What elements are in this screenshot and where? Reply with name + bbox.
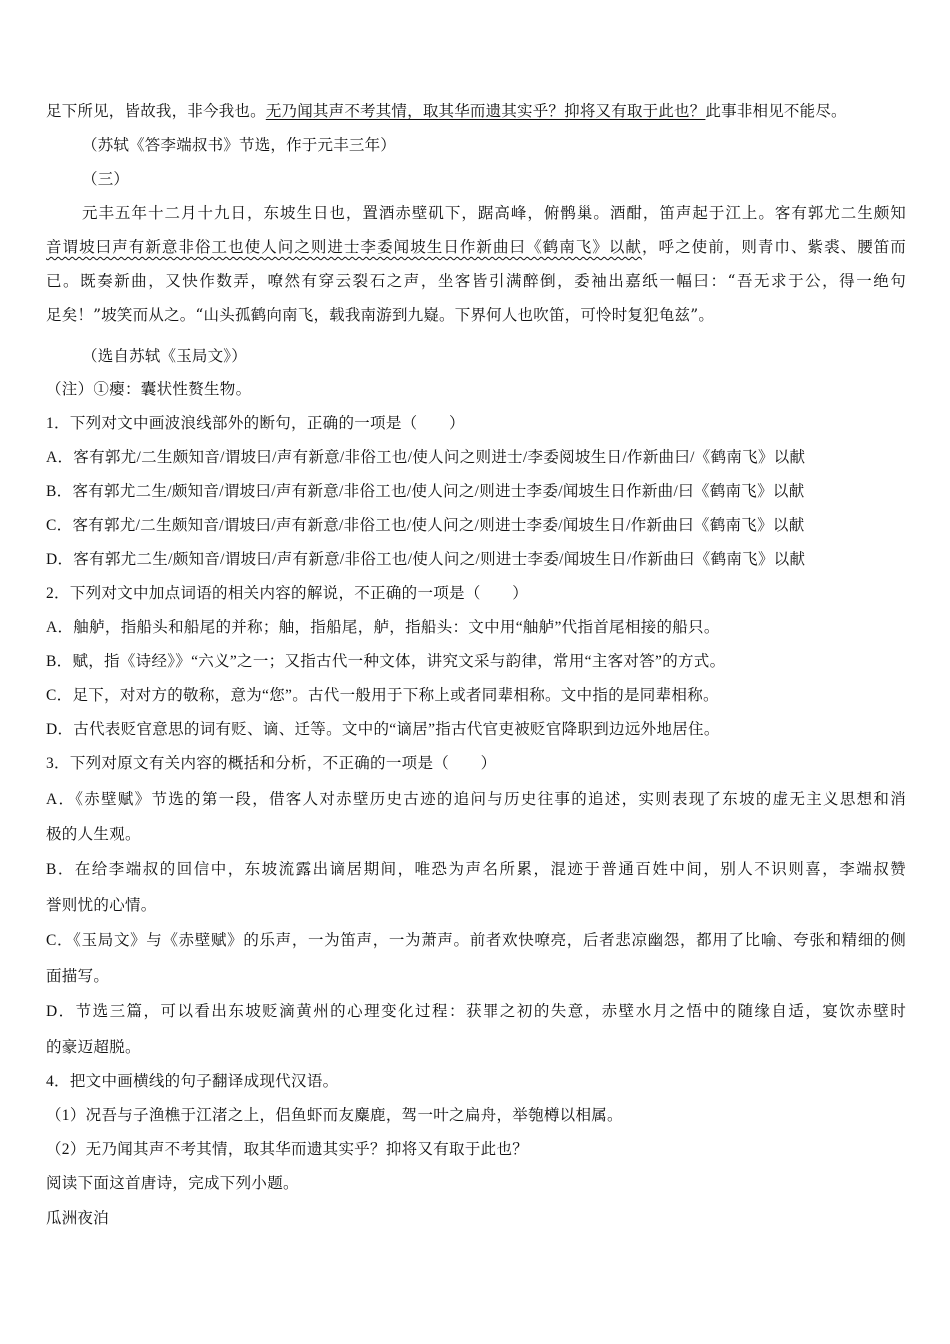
question-3-option-c-line-2: 面描写。 bbox=[46, 968, 110, 985]
annotation-note: （注）①瘿：囊状性赘生物。 bbox=[46, 381, 252, 398]
question-3-option-b-line-2: 誉则忧的心情。 bbox=[46, 897, 157, 914]
question-1-stem: 1．下列对文中画波浪线部外的断句，正确的一项是（ ） bbox=[46, 415, 465, 432]
passage2-source: （苏轼《答李端叔书》节选，作于元丰三年） bbox=[82, 136, 397, 154]
question-4-sentence-2: （2）无乃闻其声不考其情，取其华而遗其实乎？抑将又有取于此也？ bbox=[46, 1141, 529, 1158]
question-1-option-c: C．客有郭尤/二生颇知音/谓坡曰/声有新意/非俗工也/使人问之/则进士李委/闻坡生日/作新曲曰《鹤南飞》以献 bbox=[46, 517, 805, 534]
question-3-option-d-line-2: 的豪迈超脱。 bbox=[46, 1039, 141, 1056]
question-1-option-a: A．客有郭尤/二生颇知音/谓坡曰/声有新意/非俗工也/使人问之则进士/李委阅坡生日/作新曲曰/《鹤南飞》以献 bbox=[46, 449, 806, 466]
passage3-line-2-rest: ，呼之使前，则青巾、紫裘、腰笛而 bbox=[641, 238, 907, 256]
passage2-text-pre: 足下所见，皆故我，非今我也。 bbox=[46, 102, 266, 120]
question-4-stem: 4．把文中画横线的句子翻译成现代汉语。 bbox=[46, 1073, 339, 1090]
passage3-line-2 bbox=[46, 237, 906, 257]
question-2-option-d: D．古代表贬官意思的词有贬、谪、迁等。文中的“谪居”指古代官吏被贬官降职到边远外地居住。 bbox=[46, 721, 720, 738]
passage2-underlined-sentence: 无乃闻其声不考其情，取其华而遗其实乎？抑将又有取于此也？ bbox=[265, 102, 706, 120]
question-3-stem: 3．下列对原文有关内容的概括和分析，不正确的一项是（ ） bbox=[46, 755, 497, 772]
question-3-option-a-line-2: 极的人生观。 bbox=[46, 826, 141, 843]
question-1-option-b: B．客有郭尤二生/颇知音/谓坡曰/声有新意/非俗工也/使人问之/则进士李委/闻坡生日作新曲/曰《鹤南飞》以献 bbox=[46, 483, 805, 500]
question-3-option-c-line-1: C．《玉局文》与《赤壁赋》的乐声，一为笛声，一为萧声。前者欢快嘹亮，后者悲凉幽怨，都用了比喻、夸张和精细的侧 bbox=[46, 932, 906, 949]
question-2-stem: 2．下列对文中加点词语的相关内容的解说，不正确的一项是（ ） bbox=[46, 585, 529, 602]
passage2-text-post: 此事非相见不能尽。 bbox=[705, 102, 847, 120]
passage3-line-4: 足矣！”坡笑而从之。“山头孤鹤向南飞，载我南游到九嶷。下界何人也吹笛，可怜时复犯龟兹”。 bbox=[46, 306, 715, 324]
question-3-option-d-line-1: D．节选三篇，可以看出东坡贬滴黄州的心理变化过程：获罪之初的失意，赤壁水月之悟中的随缘自适，宴饮赤壁时 bbox=[46, 1003, 906, 1020]
question-3-option-b-line-1: B．在给李端叔的回信中，东坡流露出谪居期间，唯恐为声名所累，混迹于普通百姓中间，别人不识则喜，李端叔赞 bbox=[46, 861, 906, 878]
question-2-option-b: B．赋，指《诗经》》“六义”之一；又指古代一种文体，讲究文采与韵律，常用“主客对答”的方式。 bbox=[46, 653, 726, 670]
question-1-option-d: D．客有郭尤二生/颇知音/谓坡曰/声有新意/非俗工也/使人问之/则进士李委/闻坡生日/作新曲曰《鹤南飞》以献 bbox=[46, 551, 806, 568]
passage3-wavy-segment: 音谓坡曰声有新意非俗工也使人问之则进士李委闻坡生日作新曲曰《鹤南飞》以献 bbox=[46, 238, 642, 256]
question-3-option-a-line-1: A．《赤壁赋》节选的第一段，借客人对赤壁历史古迹的追问与历史往事的追述，实则表现了东坡的虚无主义思想和消 bbox=[46, 791, 906, 808]
poem-title: 瓜洲夜泊 bbox=[46, 1209, 109, 1227]
passage2-closing-line bbox=[46, 101, 906, 121]
poem-reading-intro: 阅读下面这首唐诗，完成下列小题。 bbox=[46, 1175, 299, 1192]
passage3-source: （选自苏轼《玉局文》） bbox=[82, 347, 247, 365]
question-2-option-a: A．舳舻，指船头和船尾的并称；舳，指船尾，舻，指船头：文中用“舳舻”代指首尾相接的船只。 bbox=[46, 619, 720, 636]
passage3-line-3: 已。既奏新曲，又快作数弄，嘹然有穿云裂石之声，坐客皆引满醉倒，委袖出嘉纸一幅曰：“吾无求于公，得一绝句 bbox=[46, 272, 906, 290]
question-4-sentence-1: （1）况吾与子渔樵于江渚之上，侣鱼虾而友麋鹿，驾一叶之扁舟，举匏樽以相属。 bbox=[46, 1107, 623, 1124]
question-2-option-c: C．足下，对对方的敬称，意为“您”。古代一般用于下称上或者同辈相称。文中指的是同辈相称。 bbox=[46, 687, 719, 704]
section3-label: （三） bbox=[82, 170, 130, 188]
passage3-line-1: 元丰五年十二月十九日，东坡生日也，置酒赤壁矶下，踞高峰，俯鹘巢。酒酣，笛声起于江上。客有郭尤二生颇知 bbox=[82, 204, 906, 222]
